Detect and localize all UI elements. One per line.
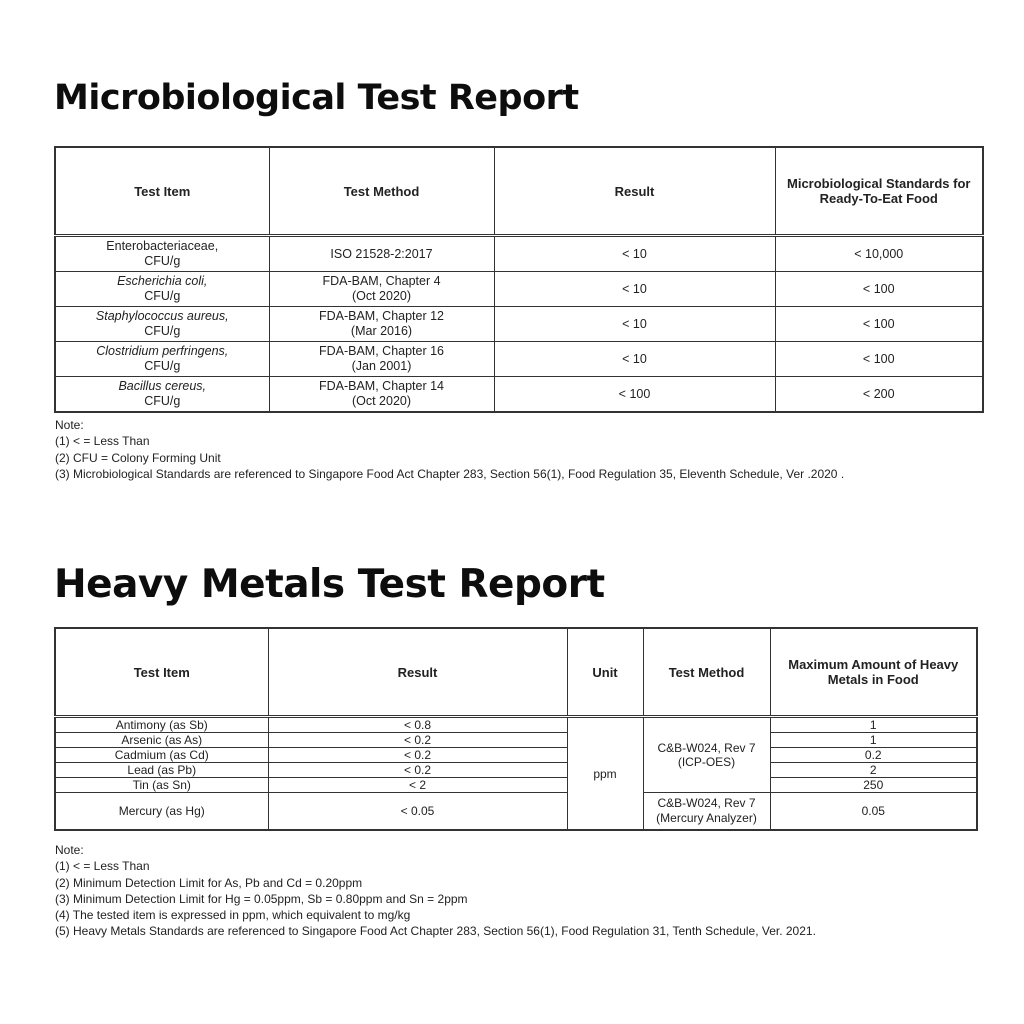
test-method-cell (269, 307, 494, 342)
test-method-cell (269, 342, 494, 377)
method-technique: (Mercury Analyzer) (656, 811, 757, 825)
note-line: Note: (55, 418, 84, 432)
test-item-cell (55, 307, 269, 342)
note-line: (1) < = Less Than (55, 859, 150, 874)
test-item-cell (55, 236, 269, 272)
header-test-item: Test Item (55, 147, 269, 236)
note-line: (2) Minimum Detection Limit for As, Pb and Cd = 0.20ppm (55, 875, 363, 890)
result-cell: < 10 (494, 342, 775, 377)
organism-name: Escherichia coli, (117, 274, 208, 288)
metals-header-row (55, 628, 977, 717)
result-cell: < 10 (494, 307, 775, 342)
note-line: (1) < = Less Than (55, 434, 150, 449)
table-row (55, 377, 983, 413)
test-item-cell: Mercury (as Hg) (55, 793, 268, 831)
table-row (55, 733, 977, 748)
table-row (55, 793, 977, 831)
max-amount-cell: 1 (770, 733, 977, 748)
table-row (55, 763, 977, 778)
header-test-method: Test Method (643, 628, 770, 717)
result-cell: < 0.8 (268, 717, 567, 733)
table-row (55, 717, 977, 733)
method-date: (Jan 2001) (351, 359, 412, 373)
header-result: Result (268, 628, 567, 717)
table-row (55, 342, 983, 377)
unit-label: CFU/g (144, 324, 181, 338)
method-technique: (ICP-OES) (677, 755, 736, 769)
standard-cell: < 100 (775, 307, 983, 342)
note-line: (3) Microbiological Standards are referenced to Singapore Food Act Chapter 283, Section 56(1), Food Regulation 35, Eleventh Schedule, Ver .2020 . (55, 466, 845, 481)
test-item-cell: Lead (as Pb) (55, 763, 268, 778)
method-name: C&B-W024, Rev 7 (657, 741, 756, 755)
method-name: FDA-BAM, Chapter 4 (322, 274, 441, 288)
table-row (55, 748, 977, 763)
note-line: (4) The tested item is expressed in ppm, which equivalent to mg/kg (55, 908, 411, 923)
header-micro-standards: Microbiological Standards for Ready-To-Eat Food (775, 147, 983, 236)
metals-test-table (54, 627, 978, 831)
micro-header-row (55, 147, 983, 236)
micro-report-title: Microbiological Test Report (54, 78, 579, 118)
unit-cell: ppm (567, 717, 643, 831)
standard-cell: < 100 (775, 342, 983, 377)
organism-name: Bacillus cereus, (118, 379, 207, 393)
micro-test-table (54, 146, 984, 413)
test-item-cell (55, 342, 269, 377)
test-method-cell (269, 272, 494, 307)
unit-label: CFU/g (144, 289, 181, 303)
table-row (55, 778, 977, 793)
result-cell: < 0.2 (268, 763, 567, 778)
method-name: ISO 21528-2:2017 (330, 246, 433, 261)
header-result: Result (494, 147, 775, 236)
organism-name: Clostridium perfringens, (96, 344, 229, 358)
table-row (55, 272, 983, 307)
result-cell: < 0.2 (268, 733, 567, 748)
header-max-amount: Maximum Amount of Heavy Metals in Food (770, 628, 977, 717)
result-cell: < 10 (494, 236, 775, 272)
method-name: C&B-W024, Rev 7 (657, 796, 756, 810)
test-item-cell: Tin (as Sn) (55, 778, 268, 793)
max-amount-cell: 1 (770, 717, 977, 733)
test-method-cell (269, 377, 494, 413)
test-method-cell (643, 717, 770, 793)
unit-label: CFU/g (144, 394, 181, 408)
organism-name: Enterobacteriaceae, (106, 239, 219, 253)
method-name: FDA-BAM, Chapter 16 (318, 344, 445, 358)
method-name: FDA-BAM, Chapter 12 (318, 309, 445, 323)
max-amount-cell: 2 (770, 763, 977, 778)
note-line: (5) Heavy Metals Standards are referenced to Singapore Food Act Chapter 283, Section 56(1), Food Regulation 31, Tenth Schedule, Ver. 2021. (55, 924, 816, 939)
metals-report-title: Heavy Metals Test Report (54, 562, 605, 607)
test-item-cell: Arsenic (as As) (55, 733, 268, 748)
header-unit: Unit (567, 628, 643, 717)
max-amount-cell: 0.05 (770, 793, 977, 831)
result-cell: < 100 (494, 377, 775, 413)
table-row (55, 307, 983, 342)
test-item-cell (55, 377, 269, 413)
standard-cell: < 200 (775, 377, 983, 413)
method-date: (Mar 2016) (350, 324, 413, 338)
result-cell: < 0.2 (268, 748, 567, 763)
header-test-item: Test Item (55, 628, 268, 717)
result-cell: < 2 (268, 778, 567, 793)
metals-notes (55, 842, 816, 940)
unit-label: CFU/g (144, 254, 181, 268)
result-cell: < 10 (494, 272, 775, 307)
method-name: FDA-BAM, Chapter 14 (318, 379, 445, 393)
micro-notes (55, 417, 844, 482)
organism-name: Staphylococcus aureus, (95, 309, 229, 323)
test-method-cell (269, 236, 494, 272)
max-amount-cell: 0.2 (770, 748, 977, 763)
standard-cell: < 100 (775, 272, 983, 307)
note-line: (3) Minimum Detection Limit for Hg = 0.05ppm, Sb = 0.80ppm and Sn = 2ppm (55, 891, 468, 906)
note-line: Note: (55, 843, 84, 857)
standard-cell: < 10,000 (775, 236, 983, 272)
test-item-cell: Cadmium (as Cd) (55, 748, 268, 763)
method-date: (Oct 2020) (351, 289, 412, 303)
table-row (55, 236, 983, 272)
unit-label: CFU/g (144, 359, 181, 373)
header-test-method: Test Method (269, 147, 494, 236)
max-amount-cell: 250 (770, 778, 977, 793)
test-item-cell: Antimony (as Sb) (55, 717, 268, 733)
test-method-cell (643, 793, 770, 831)
test-item-cell (55, 272, 269, 307)
method-date: (Oct 2020) (351, 394, 412, 408)
result-cell: < 0.05 (268, 793, 567, 831)
note-line: (2) CFU = Colony Forming Unit (55, 450, 221, 465)
